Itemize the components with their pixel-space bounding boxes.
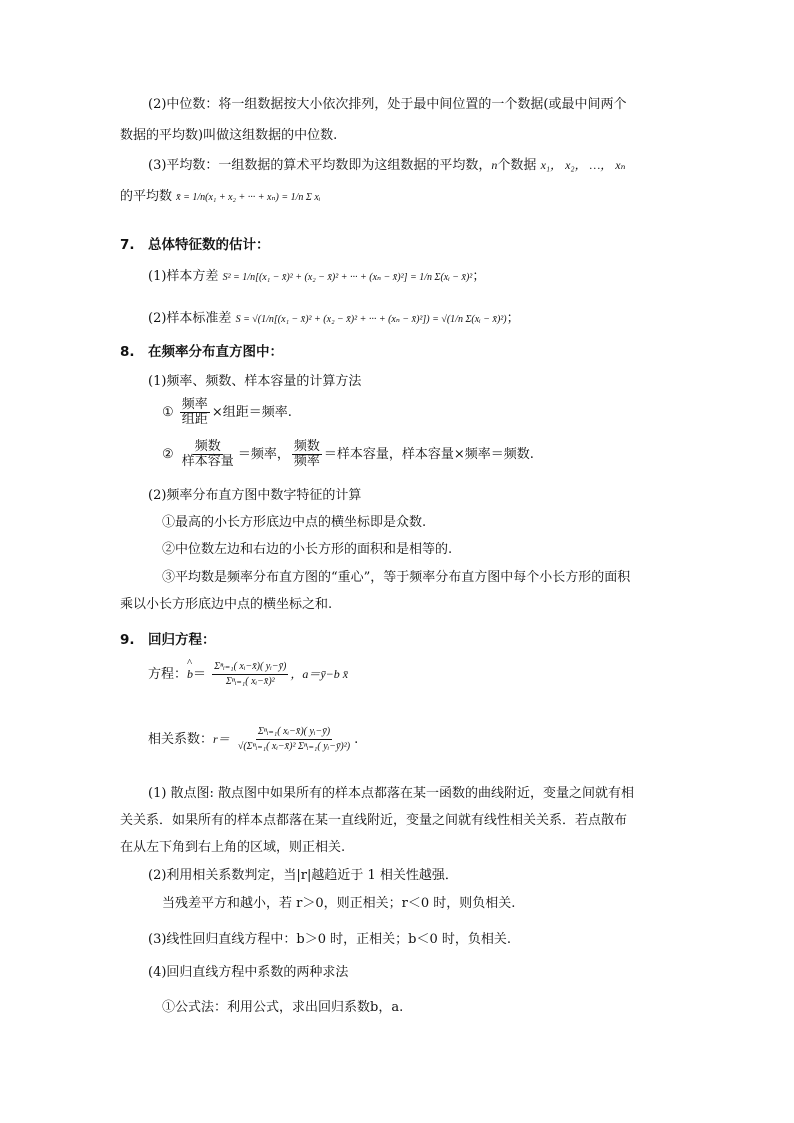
mean-line-2 bbox=[120, 188, 320, 207]
b-hat-fraction bbox=[212, 660, 288, 689]
item-9-4: (4)回归直线方程中系数的两种求法 bbox=[148, 965, 349, 980]
mean-n: n bbox=[491, 158, 498, 172]
item-9-1-1: (1) 散点图: 散点图中如果所有的样本点都落在某一函数的曲线附近，变量之间就有相 bbox=[148, 786, 635, 801]
mean-vars: x₁， x₂， …， xₙ bbox=[540, 158, 626, 172]
stddev-label: (2)样本标准差 bbox=[148, 311, 232, 326]
b-hat: ^ b bbox=[187, 666, 193, 682]
fraction-freq-over-width bbox=[180, 398, 210, 427]
mean-label: 的平均数 bbox=[120, 189, 173, 204]
fraction-count-over-size bbox=[180, 440, 236, 469]
item-8-1-b bbox=[162, 440, 534, 469]
item-8-1: (1)频率、频数、样本容量的计算方法 bbox=[148, 374, 362, 389]
median-line-2: 数据的平均数)叫做这组数据的中位数. bbox=[120, 128, 338, 143]
fraction-denominator: 样本容量 bbox=[181, 454, 234, 469]
correlation-coefficient bbox=[148, 725, 358, 754]
item-9-4-a: ①公式法：利用公式，求出回归系数b，a. bbox=[162, 1000, 404, 1015]
correlation-tail: . bbox=[354, 732, 359, 747]
item-8-1-a-rest: ×组距＝频率. bbox=[211, 405, 292, 420]
circled-1: ① bbox=[162, 405, 174, 420]
item-9-1-2: 关关系．如果所有的样本点都落在某一直线附近，变量之间就有线性相关关系．若点散布 bbox=[120, 813, 628, 828]
heading-8: 8. 在频率分布直方图中： bbox=[120, 344, 284, 360]
circled-2: ② bbox=[162, 447, 174, 462]
stddev-tail: ； bbox=[506, 311, 520, 326]
mean-text-2: 个数据 bbox=[497, 158, 537, 173]
correlation-denominator: √(Σⁿᵢ₌₁( xᵢ−x̄)² Σⁿᵢ₌₁( yᵢ−ȳ)²) bbox=[237, 741, 351, 752]
b-hat-numerator: Σⁿᵢ₌₁( xᵢ−x̄)( yᵢ−ȳ) bbox=[212, 660, 288, 675]
variance-formula: S² = 1/n[(x₁ − x̄)² + (x₂ − x̄)² + ··· + (xₙ − x̄)²] = 1/n Σ(xᵢ − x̄)² bbox=[222, 272, 473, 283]
stddev-line bbox=[148, 310, 520, 329]
heading-7: 7. 总体特征数的估计： bbox=[120, 237, 270, 253]
item-8-2: (2)频率分布直方图中数字特征的计算 bbox=[148, 488, 362, 503]
variance-tail: ； bbox=[472, 269, 486, 284]
b-hat-denominator: Σⁿᵢ₌₁( xᵢ−x̄)² bbox=[225, 676, 275, 687]
correlation-numerator: Σⁿᵢ₌₁( xᵢ−x̄)( yᵢ−ȳ) bbox=[256, 725, 332, 740]
item-8-1-a bbox=[162, 398, 292, 427]
fraction-numerator: 频数 bbox=[293, 439, 320, 454]
median-line-1: (2)中位数：将一组数据按大小依次排列，处于最中间位置的一个数据(或最中间两个 bbox=[148, 97, 627, 112]
fraction-numerator: 频率 bbox=[181, 397, 208, 412]
item-9-1-3: 在从左下角到右上角的区域，则正相关. bbox=[120, 840, 346, 855]
item-8-1-b-mid: ＝频率， bbox=[237, 447, 290, 462]
mean-line-1 bbox=[148, 156, 625, 175]
fraction-count-over-freq bbox=[292, 440, 322, 469]
a-hat-formula: ，a＝ȳ−b x̄ bbox=[290, 667, 349, 681]
fraction-denominator: 组距 bbox=[181, 412, 208, 427]
item-8-2-b: ②中位数左边和右边的小长方形的面积和是相等的. bbox=[162, 542, 453, 557]
item-8-2-c-2: 乘以小长方形底边中点的横坐标之和. bbox=[120, 597, 333, 612]
item-9-2-1: (2)利用相关系数判定，当|r|越趋近于 1 相关性越强． bbox=[148, 868, 458, 883]
correlation-r: r＝ bbox=[213, 732, 230, 746]
mean-text: (3)平均数：一组数据的算术平均数即为这组数据的平均数， bbox=[148, 158, 492, 173]
item-8-1-b-rest: ＝样本容量，样本容量×频率＝频数. bbox=[323, 447, 534, 462]
fraction-denominator: 频率 bbox=[293, 454, 320, 469]
fraction-numerator: 频数 bbox=[194, 439, 221, 454]
mean-formula: x̄ = 1/n(x₁ + x₂ + ··· + xₙ) = 1/n Σ xᵢ bbox=[176, 192, 321, 203]
stddev-formula: S = √(1/n[(x₁ − x̄)² + (x₂ − x̄)² + ··· + (xₙ − x̄)²]) = √(1/n Σ(xᵢ − x̄)²) bbox=[235, 314, 507, 325]
item-8-2-c-1: ③平均数是频率分布直方图的“重心”，等于频率分布直方图中每个小长方形的面积 bbox=[162, 570, 631, 585]
variance-line bbox=[148, 268, 485, 287]
item-9-2-2: 当残差平方和越小，若 r＞0，则正相关；r＜0 时，则负相关. bbox=[162, 896, 516, 911]
regression-equation bbox=[148, 660, 348, 689]
correlation-fraction bbox=[236, 725, 352, 754]
item-9-3: (3)线性回归直线方程中：b＞0 时，正相关；b＜0 时，负相关. bbox=[148, 932, 511, 947]
equation-eq: ＝ bbox=[193, 667, 207, 682]
variance-label: (1)样本方差 bbox=[148, 269, 219, 284]
equation-label: 方程： bbox=[148, 667, 188, 682]
item-8-2-a: ①最高的小长方形底边中点的横坐标即是众数. bbox=[162, 515, 427, 530]
heading-9: 9. 回归方程： bbox=[120, 632, 216, 648]
correlation-label: 相关系数： bbox=[148, 732, 214, 747]
